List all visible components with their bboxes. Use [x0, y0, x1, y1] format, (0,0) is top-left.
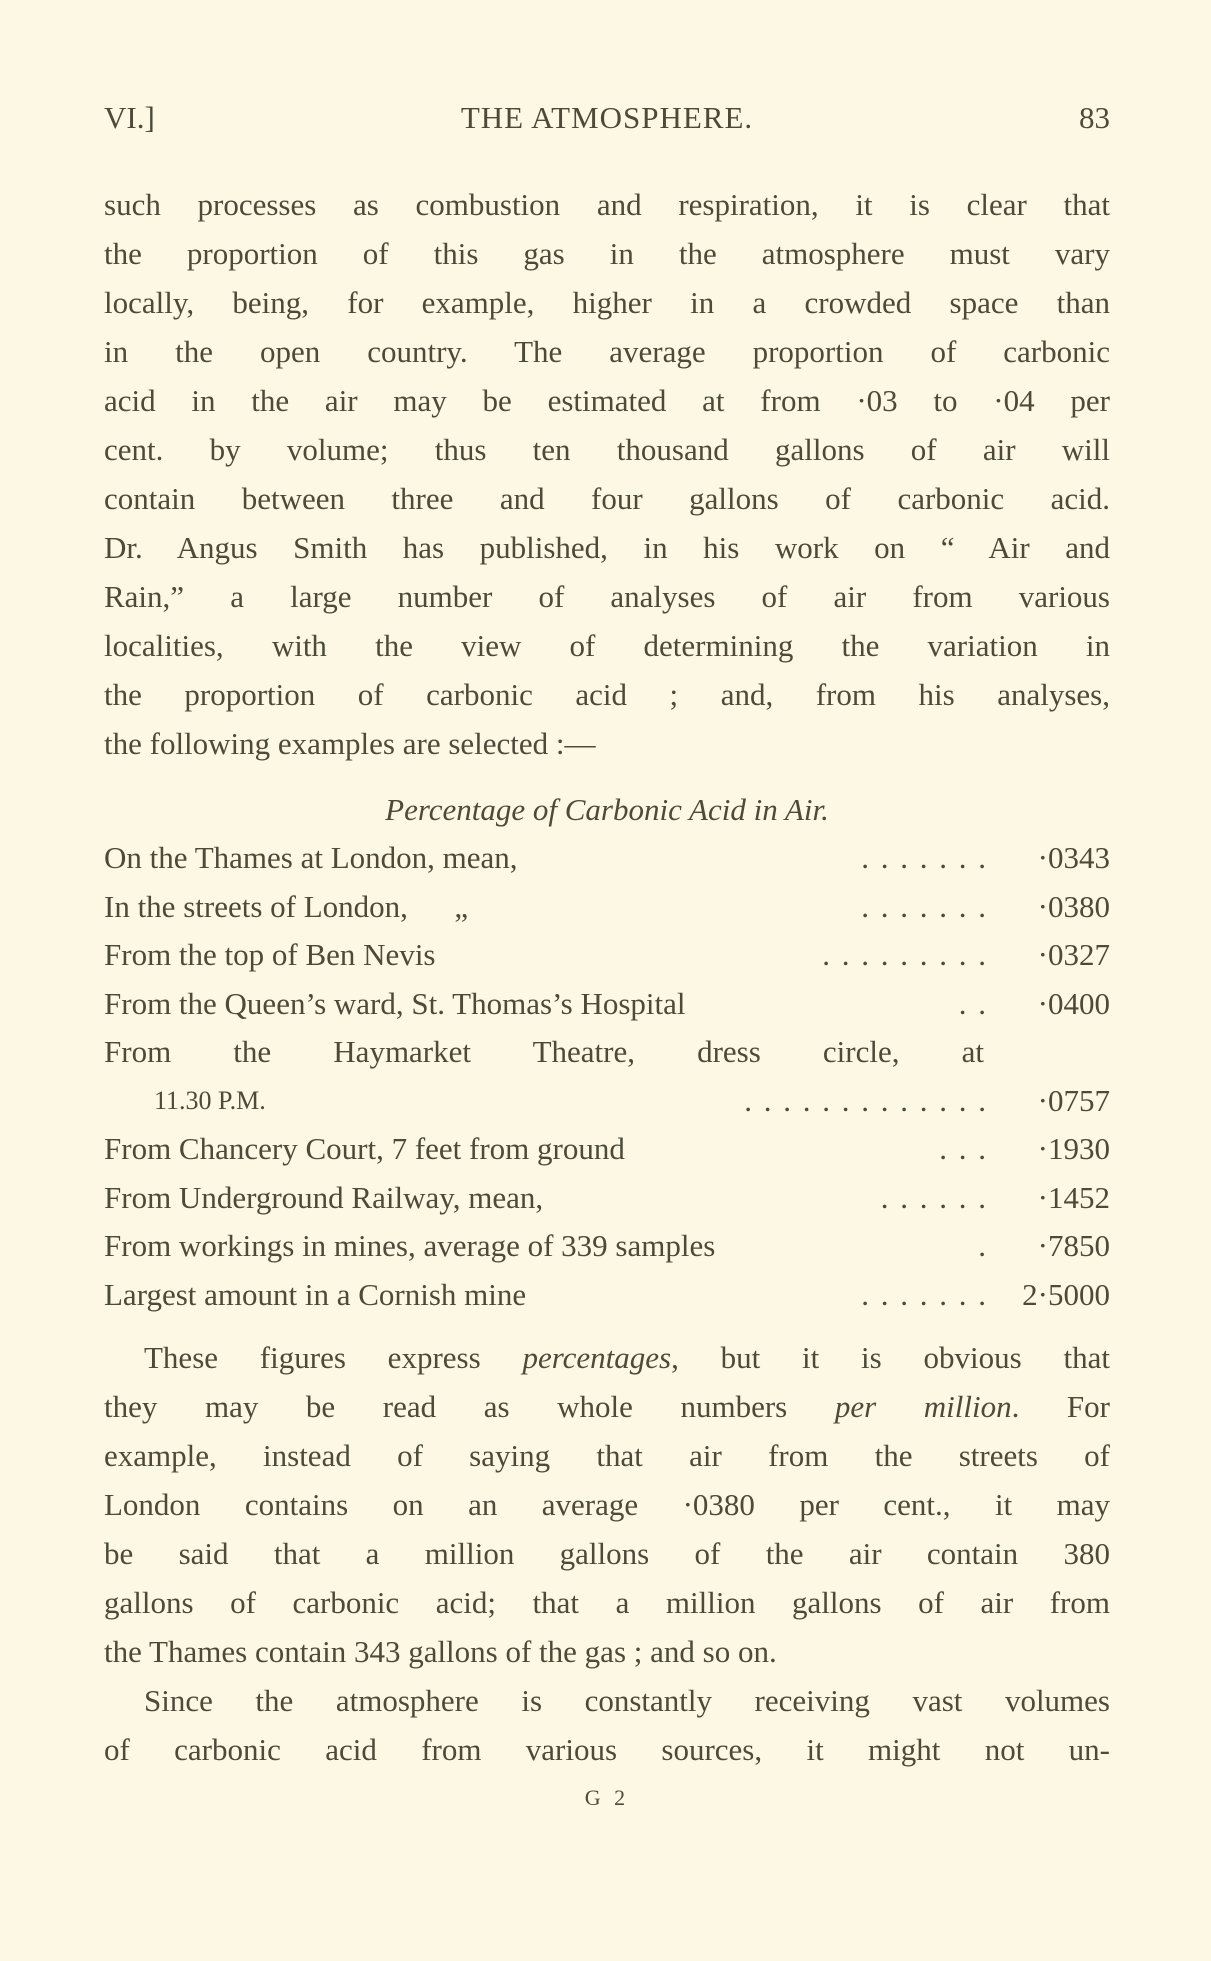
page-number: 83	[1079, 100, 1110, 135]
row-value: ·0757	[1037, 1082, 1110, 1118]
text-run: . For	[1011, 1389, 1110, 1424]
table-row	[104, 980, 1110, 1029]
leader-dots: . . .	[939, 1131, 988, 1166]
row-label: Largest amount in a Cornish mine	[104, 1276, 527, 1312]
table-title: Percentage of Carbonic Acid in Air.	[385, 792, 829, 827]
leader-dots: . .	[958, 985, 988, 1021]
text-line: localities, with the view of determining the variation in	[104, 628, 1110, 663]
signature-mark: G 2	[584, 1785, 630, 1810]
text-line: the proportion of carbonic acid ; and, from his analyses,	[104, 677, 1110, 712]
table-row	[104, 883, 1110, 932]
carbonic-acid-table	[104, 785, 1110, 1319]
row-value: ·1930	[1037, 1131, 1110, 1166]
leader-dots: . . . . . .	[880, 1179, 988, 1215]
text-line	[104, 1333, 1110, 1382]
table-row	[104, 931, 1110, 980]
text-run: they may be read as whole numbers	[104, 1389, 835, 1424]
text-line	[104, 1382, 1110, 1431]
row-label: From Chancery Court, 7 feet from ground	[104, 1131, 625, 1166]
text-line: Since the atmosphere is constantly receiving vast volumes	[144, 1683, 1110, 1718]
paragraph-2	[104, 1333, 1110, 1676]
text-line: London contains on an average ·0380 per cent., it may	[104, 1487, 1110, 1522]
row-sub-label: 11.30 P.M.	[154, 1085, 266, 1115]
table-row	[104, 1077, 1110, 1126]
row-label: On the Thames at London, mean,	[104, 840, 518, 875]
row-value: 2·5000	[1022, 1276, 1110, 1312]
paragraph-1	[104, 180, 1110, 768]
leader-dots: . . . . . . .	[861, 1276, 988, 1312]
text-line: example, instead of saying that air from the streets of	[104, 1438, 1110, 1473]
leader-dots: .	[978, 1228, 988, 1263]
text-line: the Thames contain 343 gallons of the gas ; and so on.	[104, 1634, 777, 1669]
text-line: cent. by volume; thus ten thousand gallons of air will	[104, 432, 1110, 467]
text-line: of carbonic acid from various sources, it might not un-	[104, 1732, 1110, 1767]
table-row	[104, 1125, 1110, 1174]
row-label: From the top of Ben Nevis	[104, 937, 436, 972]
table-row	[104, 1271, 1110, 1320]
text-line: be said that a million gallons of the air contain 380	[104, 1536, 1110, 1571]
leader-dots: . . . . . . . . . . . . .	[744, 1082, 988, 1118]
table-row	[104, 834, 1110, 883]
text-line: contain between three and four gallons of carbonic acid.	[104, 481, 1110, 516]
text-line: in the open country. The average proportion of carbonic	[104, 334, 1110, 369]
chapter-number: VI.]	[104, 100, 155, 135]
row-label: From the Haymarket Theatre, dress circle, at	[104, 1034, 984, 1069]
text-run: , but it is obvious that	[671, 1340, 1110, 1375]
text-line: the following examples are selected :—	[104, 726, 596, 761]
row-value: ·0343	[1037, 840, 1110, 875]
text-line: Dr. Angus Smith has published, in his work on “ Air and	[104, 530, 1110, 565]
table-row	[104, 1222, 1110, 1271]
paragraph-3	[104, 1676, 1110, 1774]
running-header	[104, 100, 1110, 144]
text-run: These figures express	[144, 1340, 523, 1375]
text-line: gallons of carbonic acid; that a million gallons of air from	[104, 1585, 1110, 1620]
leader-dots: . . . . . . .	[861, 840, 988, 875]
table-row	[104, 1174, 1110, 1223]
text-line: Rain,” a large number of analyses of air from various	[104, 579, 1110, 614]
text-line: acid in the air may be estimated at from ·03 to ·04 per	[104, 383, 1110, 418]
italic-text: percentages	[522, 1340, 672, 1375]
leader-dots: . . . . . . . . .	[822, 937, 988, 972]
leader-dots: . . . . . . .	[861, 888, 988, 924]
row-label: From workings in mines, average of 339 samples	[104, 1228, 716, 1263]
running-title: THE ATMOSPHERE.	[460, 100, 754, 135]
row-label: From the Queen’s ward, St. Thomas’s Hospital	[104, 985, 686, 1021]
text-line: locally, being, for example, higher in a crowded space than	[104, 285, 1110, 320]
row-label: From Underground Railway, mean,	[104, 1179, 544, 1215]
row-label: In the streets of London, „	[104, 888, 469, 924]
row-value: ·0327	[1037, 937, 1110, 972]
row-value: ·0400	[1037, 985, 1110, 1021]
row-value: ·0380	[1037, 888, 1110, 924]
text-line: such processes as combustion and respiration, it is clear that	[104, 187, 1110, 222]
row-value: ·7850	[1037, 1228, 1110, 1263]
text-line: the proportion of this gas in the atmosphere must vary	[104, 236, 1110, 271]
row-value: ·1452	[1037, 1179, 1110, 1215]
italic-text: per million	[834, 1389, 1012, 1424]
